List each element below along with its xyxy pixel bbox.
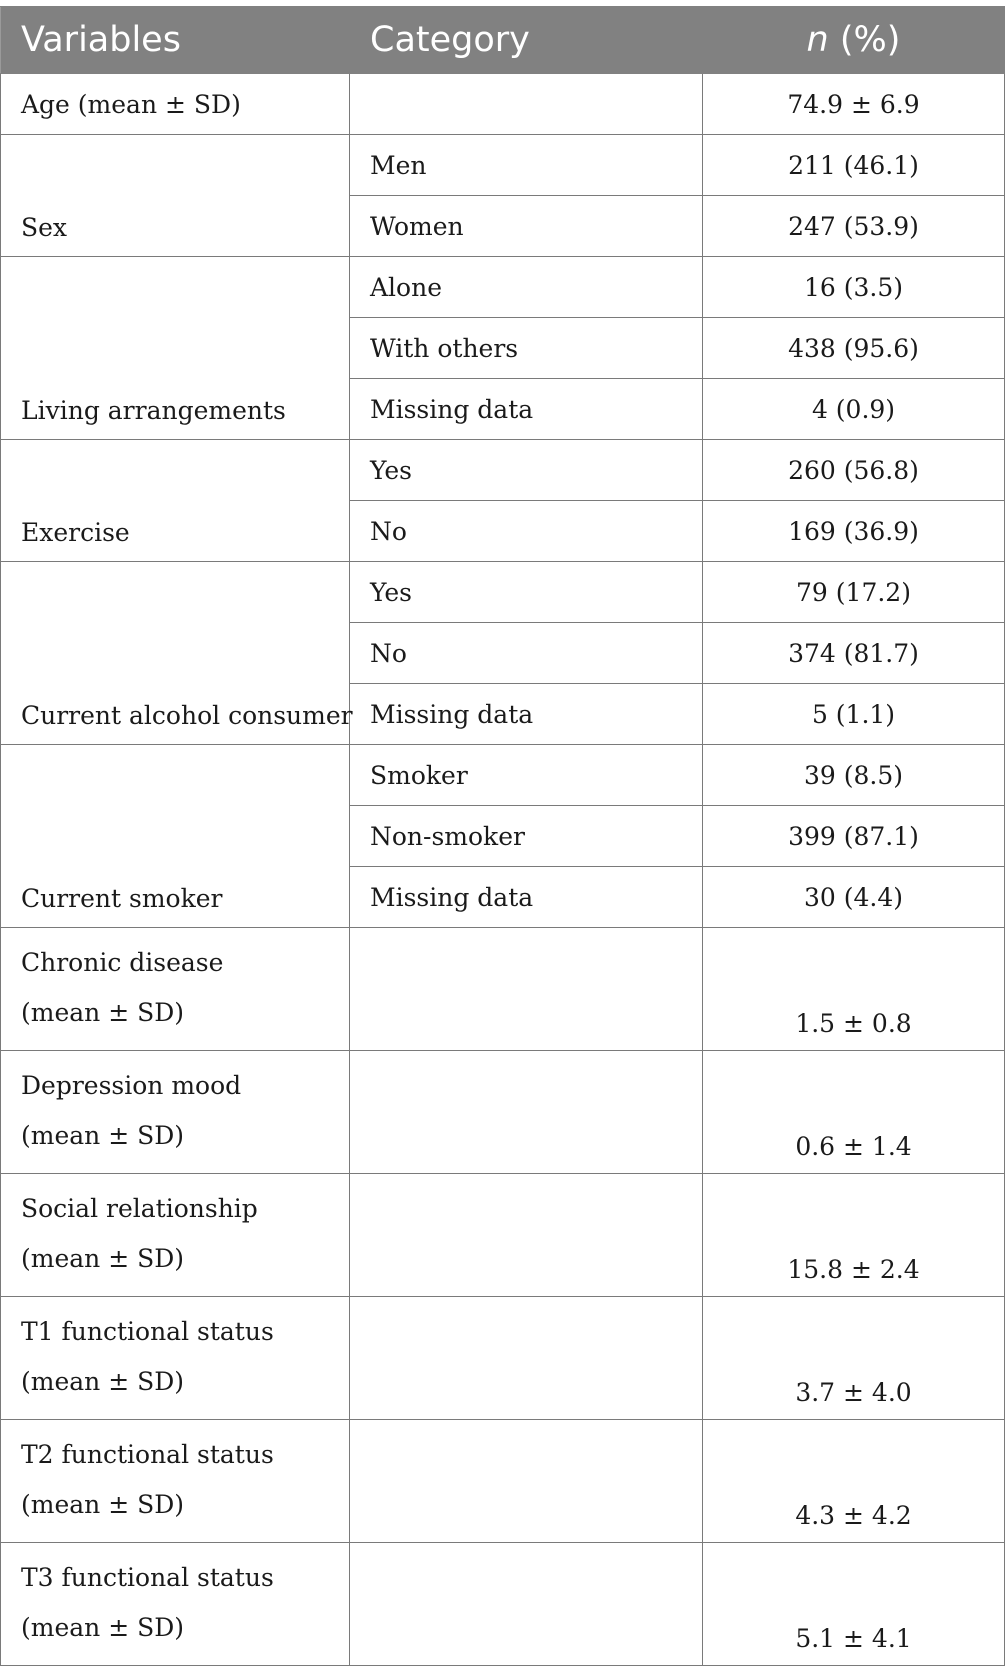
category-cell: Men (350, 135, 703, 196)
table-row (1, 1051, 1005, 1174)
value-cell: 5 (1.1) (703, 684, 1005, 745)
variable-line: (mean ± SD) (21, 998, 185, 1027)
variable-cell: Age (mean ± SD) (1, 74, 350, 135)
value-cell: 3.7 ± 4.0 (703, 1297, 1005, 1420)
variable-cell (1, 1051, 350, 1174)
variable-line: T2 functional status (21, 1440, 274, 1469)
category-cell: Missing data (350, 867, 703, 928)
variable-cell: Living arrangements (1, 257, 350, 440)
table-row (1, 745, 1005, 806)
category-cell (350, 1297, 703, 1420)
category-cell: Smoker (350, 745, 703, 806)
variable-line: Social relationship (21, 1194, 258, 1223)
table-row (1, 562, 1005, 623)
header-percent: (%) (828, 20, 901, 60)
variable-line: (mean ± SD) (21, 1613, 185, 1642)
category-cell: Missing data (350, 684, 703, 745)
table-body (1, 74, 1005, 1666)
variable-line: (mean ± SD) (21, 1244, 185, 1273)
value-cell: 211 (46.1) (703, 135, 1005, 196)
value-cell: 4.3 ± 4.2 (703, 1420, 1005, 1543)
header-n-percent (703, 7, 1005, 74)
value-cell: 15.8 ± 2.4 (703, 1174, 1005, 1297)
value-cell: 260 (56.8) (703, 440, 1005, 501)
value-cell: 374 (81.7) (703, 623, 1005, 684)
table-row (1, 1420, 1005, 1543)
variable-cell: Exercise (1, 440, 350, 562)
table-row (1, 928, 1005, 1051)
value-cell: 5.1 ± 4.1 (703, 1543, 1005, 1666)
variable-line: (mean ± SD) (21, 1367, 185, 1396)
table-row (1, 1174, 1005, 1297)
table-row (1, 440, 1005, 501)
header-category: Category (350, 7, 703, 74)
table-row (1, 1543, 1005, 1666)
variable-cell: Current smoker (1, 745, 350, 928)
header-variables: Variables (1, 7, 350, 74)
table-row (1, 74, 1005, 135)
category-cell: Non-smoker (350, 806, 703, 867)
category-cell: With others (350, 318, 703, 379)
characteristics-table (0, 6, 1005, 1666)
variable-line: T3 functional status (21, 1563, 274, 1592)
variable-line: Chronic disease (21, 948, 224, 977)
variable-cell (1, 1543, 350, 1666)
value-cell: 169 (36.9) (703, 501, 1005, 562)
variable-cell (1, 1420, 350, 1543)
value-cell: 438 (95.6) (703, 318, 1005, 379)
category-cell: Missing data (350, 379, 703, 440)
variable-cell: Sex (1, 135, 350, 257)
category-cell: Women (350, 196, 703, 257)
table-row (1, 257, 1005, 318)
table-header (1, 7, 1005, 74)
category-cell: No (350, 501, 703, 562)
category-cell: Alone (350, 257, 703, 318)
value-cell: 4 (0.9) (703, 379, 1005, 440)
variable-line: Depression mood (21, 1071, 242, 1100)
table-row (1, 135, 1005, 196)
category-cell (350, 1543, 703, 1666)
category-cell (350, 1051, 703, 1174)
header-row (1, 7, 1005, 74)
variable-cell (1, 1174, 350, 1297)
variable-line: (mean ± SD) (21, 1121, 185, 1150)
variable-line: (mean ± SD) (21, 1490, 185, 1519)
value-cell: 1.5 ± 0.8 (703, 928, 1005, 1051)
category-cell (350, 74, 703, 135)
variable-cell: Current alcohol consumer (1, 562, 350, 745)
value-cell: 79 (17.2) (703, 562, 1005, 623)
variable-cell (1, 1297, 350, 1420)
category-cell: No (350, 623, 703, 684)
variable-line: T1 functional status (21, 1317, 274, 1346)
category-cell: Yes (350, 562, 703, 623)
value-cell: 247 (53.9) (703, 196, 1005, 257)
category-cell (350, 1420, 703, 1543)
variable-cell (1, 928, 350, 1051)
value-cell: 399 (87.1) (703, 806, 1005, 867)
header-n-italic: n (806, 20, 829, 60)
value-cell: 16 (3.5) (703, 257, 1005, 318)
category-cell (350, 1174, 703, 1297)
value-cell: 30 (4.4) (703, 867, 1005, 928)
category-cell (350, 928, 703, 1051)
value-cell: 0.6 ± 1.4 (703, 1051, 1005, 1174)
category-cell: Yes (350, 440, 703, 501)
value-cell: 74.9 ± 6.9 (703, 74, 1005, 135)
table-row (1, 1297, 1005, 1420)
value-cell: 39 (8.5) (703, 745, 1005, 806)
